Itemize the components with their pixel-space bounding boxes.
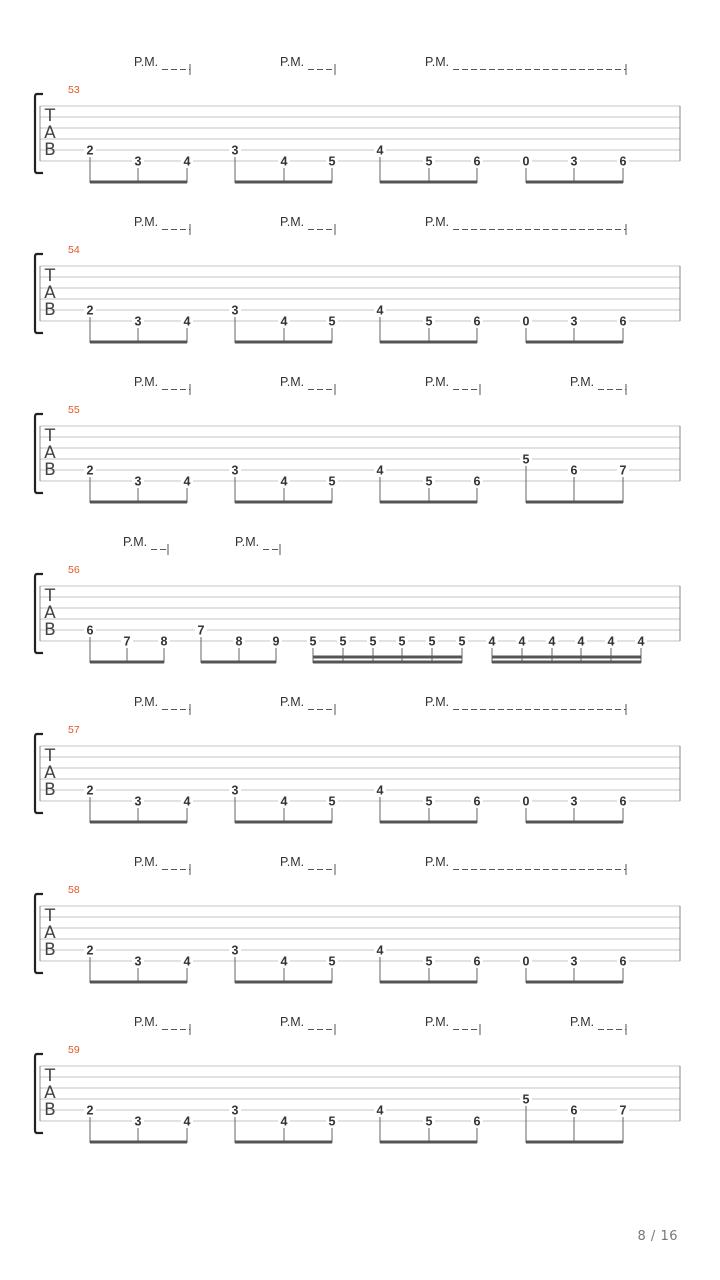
fret-number: 5 xyxy=(425,474,433,489)
fret-number: 5 xyxy=(425,954,433,969)
palm-mute-label: P.M. xyxy=(570,375,595,389)
fret-number: 5 xyxy=(328,794,336,809)
fret-number: 6 xyxy=(473,1114,481,1129)
tab-clef-letter: T xyxy=(44,266,56,286)
palm-mute-label: P.M. xyxy=(280,55,305,69)
fret-number: 5 xyxy=(425,314,433,329)
fret-number: 5 xyxy=(309,634,317,649)
tab-clef-letter: T xyxy=(44,906,56,926)
fret-number: 0 xyxy=(522,954,530,969)
tab-clef-letter: B xyxy=(44,940,56,960)
palm-mute-label: P.M. xyxy=(425,215,450,229)
palm-mute-label: P.M. xyxy=(280,215,305,229)
fret-number: 4 xyxy=(376,463,384,478)
fret-number: 4 xyxy=(548,634,556,649)
tab-clef-letter: B xyxy=(44,1100,56,1120)
fret-number: 7 xyxy=(123,634,131,649)
palm-mute-label: P.M. xyxy=(235,535,260,549)
fret-number: 3 xyxy=(134,954,142,969)
palm-mute-label: P.M. xyxy=(134,55,159,69)
tab-clef-letter: B xyxy=(44,300,56,320)
tab-clef-letter: T xyxy=(44,426,56,446)
fret-number: 6 xyxy=(570,1103,578,1118)
fret-number: 6 xyxy=(570,463,578,478)
fret-number: 3 xyxy=(134,474,142,489)
measure-number: 58 xyxy=(68,884,80,896)
fret-number: 4 xyxy=(183,1114,191,1129)
measure-number: 54 xyxy=(68,244,80,256)
fret-number: 3 xyxy=(570,154,578,169)
fret-number: 5 xyxy=(328,1114,336,1129)
tab-system-58 xyxy=(35,855,680,983)
fret-number: 6 xyxy=(473,314,481,329)
page-number: 8 / 16 xyxy=(637,1229,678,1244)
fret-number: 5 xyxy=(425,1114,433,1129)
palm-mute-label: P.M. xyxy=(123,535,148,549)
fret-number: 9 xyxy=(272,634,280,649)
fret-number: 4 xyxy=(183,154,191,169)
tab-clef-letter: B xyxy=(44,620,56,640)
fret-number: 4 xyxy=(280,154,288,169)
fret-number: 4 xyxy=(577,634,585,649)
tab-system-56 xyxy=(35,535,680,663)
fret-number: 5 xyxy=(339,634,347,649)
palm-mute-label: P.M. xyxy=(425,1015,450,1029)
fret-number: 5 xyxy=(428,634,436,649)
fret-number: 2 xyxy=(86,943,94,958)
fret-number: 2 xyxy=(86,303,94,318)
fret-number: 6 xyxy=(619,314,627,329)
fret-number: 3 xyxy=(231,943,239,958)
fret-number: 6 xyxy=(473,954,481,969)
tab-system-57 xyxy=(35,695,680,823)
fret-number: 0 xyxy=(522,314,530,329)
fret-number: 4 xyxy=(376,143,384,158)
fret-number: 7 xyxy=(619,463,627,478)
fret-number: 7 xyxy=(197,623,205,638)
tab-clef-letter: A xyxy=(44,443,56,463)
fret-number: 3 xyxy=(231,783,239,798)
palm-mute-label: P.M. xyxy=(134,1015,159,1029)
palm-mute-label: P.M. xyxy=(134,375,159,389)
palm-mute-label: P.M. xyxy=(425,695,450,709)
fret-number: 3 xyxy=(570,314,578,329)
fret-number: 5 xyxy=(425,154,433,169)
fret-number: 5 xyxy=(328,154,336,169)
fret-number: 5 xyxy=(522,1092,530,1107)
palm-mute-label: P.M. xyxy=(570,1015,595,1029)
fret-number: 4 xyxy=(280,954,288,969)
fret-number: 3 xyxy=(134,1114,142,1129)
fret-number: 3 xyxy=(231,303,239,318)
measure-number: 59 xyxy=(68,1044,80,1056)
fret-number: 3 xyxy=(231,463,239,478)
palm-mute-label: P.M. xyxy=(280,1015,305,1029)
tab-clef-letter: A xyxy=(44,1083,56,1103)
fret-number: 7 xyxy=(619,1103,627,1118)
fret-number: 4 xyxy=(518,634,526,649)
tab-clef-letter: B xyxy=(44,140,56,160)
tab-clef-letter: T xyxy=(44,746,56,766)
fret-number: 4 xyxy=(183,314,191,329)
fret-number: 2 xyxy=(86,143,94,158)
fret-number: 3 xyxy=(231,143,239,158)
tab-system-55 xyxy=(35,375,680,503)
fret-number: 5 xyxy=(425,794,433,809)
measure-number: 55 xyxy=(68,404,80,416)
fret-number: 4 xyxy=(280,474,288,489)
fret-number: 4 xyxy=(280,1114,288,1129)
fret-number: 4 xyxy=(376,783,384,798)
fret-number: 2 xyxy=(86,1103,94,1118)
fret-number: 0 xyxy=(522,154,530,169)
fret-number: 3 xyxy=(134,314,142,329)
fret-number: 2 xyxy=(86,463,94,478)
fret-number: 5 xyxy=(328,474,336,489)
measure-number: 57 xyxy=(68,724,80,736)
measure-number: 53 xyxy=(68,84,80,96)
tab-system-53 xyxy=(35,55,680,183)
fret-number: 5 xyxy=(328,954,336,969)
fret-number: 6 xyxy=(473,474,481,489)
tab-clef-letter: T xyxy=(44,106,56,126)
fret-number: 4 xyxy=(637,634,645,649)
fret-number: 5 xyxy=(369,634,377,649)
tab-clef-letter: A xyxy=(44,283,56,303)
fret-number: 6 xyxy=(619,954,627,969)
fret-number: 4 xyxy=(376,303,384,318)
palm-mute-label: P.M. xyxy=(280,695,305,709)
fret-number: 5 xyxy=(522,452,530,467)
fret-number: 4 xyxy=(376,943,384,958)
fret-number: 5 xyxy=(458,634,466,649)
fret-number: 2 xyxy=(86,783,94,798)
fret-number: 4 xyxy=(488,634,496,649)
palm-mute-label: P.M. xyxy=(425,375,450,389)
fret-number: 3 xyxy=(134,794,142,809)
tab-clef-letter: T xyxy=(44,586,56,606)
measure-number: 56 xyxy=(68,564,80,576)
fret-number: 6 xyxy=(473,154,481,169)
fret-number: 4 xyxy=(280,794,288,809)
fret-number: 6 xyxy=(86,623,94,638)
tab-clef-letter: B xyxy=(44,780,56,800)
tab-clef-letter: A xyxy=(44,923,56,943)
fret-number: 4 xyxy=(183,954,191,969)
fret-number: 6 xyxy=(619,794,627,809)
fret-number: 4 xyxy=(183,474,191,489)
palm-mute-label: P.M. xyxy=(134,215,159,229)
fret-number: 0 xyxy=(522,794,530,809)
fret-number: 5 xyxy=(328,314,336,329)
fret-number: 8 xyxy=(235,634,243,649)
fret-number: 5 xyxy=(398,634,406,649)
fret-number: 4 xyxy=(376,1103,384,1118)
fret-number: 6 xyxy=(473,794,481,809)
fret-number: 8 xyxy=(160,634,168,649)
fret-number: 3 xyxy=(570,954,578,969)
tab-clef-letter: A xyxy=(44,603,56,623)
fret-number: 4 xyxy=(183,794,191,809)
palm-mute-label: P.M. xyxy=(425,855,450,869)
tab-clef-letter: B xyxy=(44,460,56,480)
tab-system-59 xyxy=(35,1015,680,1143)
palm-mute-label: P.M. xyxy=(280,375,305,389)
fret-number: 6 xyxy=(619,154,627,169)
palm-mute-label: P.M. xyxy=(134,855,159,869)
fret-number: 3 xyxy=(134,154,142,169)
tab-clef-letter: T xyxy=(44,1066,56,1086)
tab-clef-letter: A xyxy=(44,123,56,143)
fret-number: 4 xyxy=(607,634,615,649)
palm-mute-label: P.M. xyxy=(280,855,305,869)
fret-number: 3 xyxy=(570,794,578,809)
fret-number: 3 xyxy=(231,1103,239,1118)
palm-mute-label: P.M. xyxy=(134,695,159,709)
tab-system-54 xyxy=(35,215,680,343)
tab-clef-letter: A xyxy=(44,763,56,783)
fret-number: 4 xyxy=(280,314,288,329)
palm-mute-label: P.M. xyxy=(425,55,450,69)
